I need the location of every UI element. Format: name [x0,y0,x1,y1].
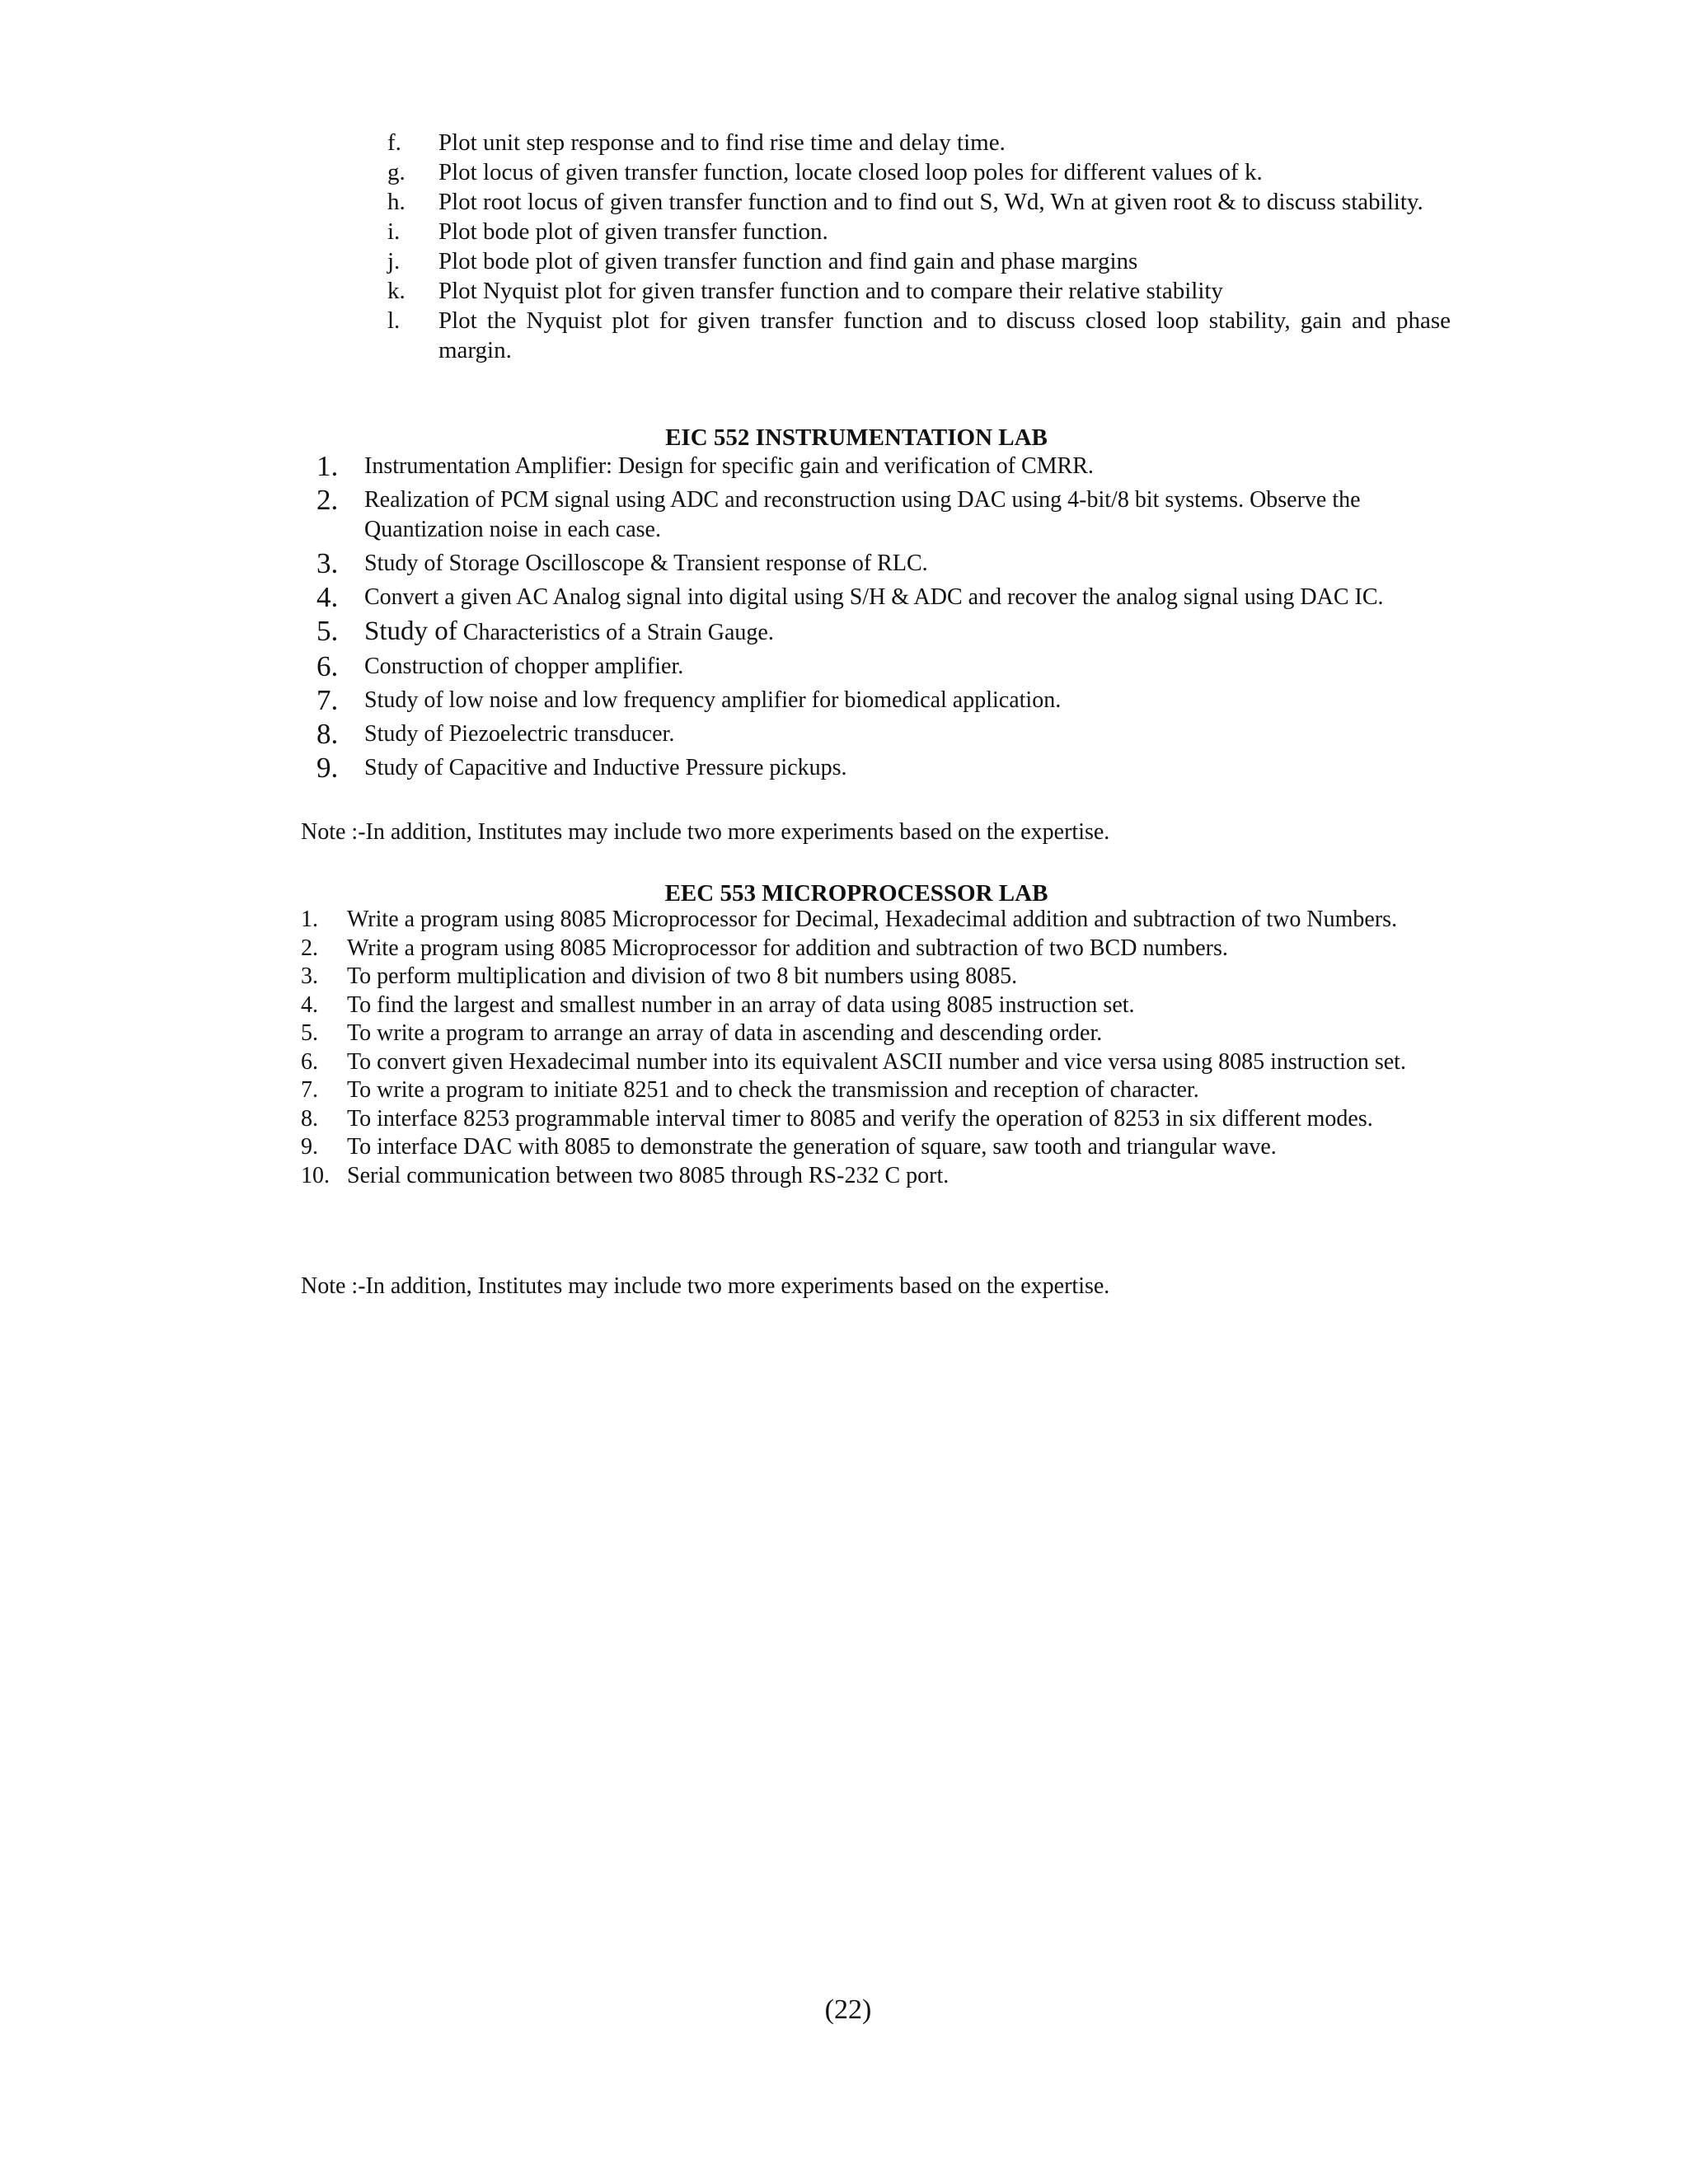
list-text: Plot root locus of given transfer function and to find out S, Wd, Wn at given root & to discuss stability. [438,189,1423,215]
list-marker: 7. [316,684,339,716]
list-marker: 5. [316,615,339,647]
list-text: Study of Capacitive and Inductive Pressure pickups. [364,755,847,780]
list-marker: j. [387,248,401,274]
list-item [301,906,1455,935]
list-text-rest: Characteristics of a Strain Gauge. [457,620,774,645]
list-text: Plot Nyquist plot for given transfer function and to compare their relative stability [438,278,1223,304]
list-item [316,652,1454,682]
list-marker: 10. [301,1162,330,1188]
list-item [301,1133,1455,1162]
list-text: Plot locus of given transfer function, locate closed loop poles for different values of k. [438,159,1263,185]
list-text: Plot the Nyquist plot for given transfer function and to discuss closed loop stability, gain and phase margin. [438,307,1451,363]
list-item [387,157,1451,187]
microprocessor-lab-list [301,906,1455,1190]
list-marker: 4. [301,991,318,1018]
list-item [387,187,1451,217]
list-text: To interface 8253 programmable interval timer to 8085 and verify the operation of 8253 in six different modes. [347,1105,1373,1132]
list-text: Write a program using 8085 Microprocessor for Decimal, Hexadecimal addition and subtraction of two Numbers. [347,907,1398,932]
list-item [301,1076,1455,1105]
list-text: To interface DAC with 8085 to demonstrate the generation of square, saw tooth and triangular wave. [347,1134,1277,1160]
list-item [387,217,1451,246]
list-item [301,991,1455,1020]
list-item [316,616,1454,648]
list-text: Plot bode plot of given transfer function. [438,218,828,245]
list-item [301,1048,1455,1077]
list-item [316,583,1454,612]
list-text: Realization of PCM signal using ADC and reconstruction using DAC using 4-bit/8 bit systems. Observe the Quantization noise in each case. [364,487,1361,542]
instrumentation-lab-list [316,452,1454,787]
list-text: Instrumentation Amplifier: Design for specific gain and verification of CMRR. [364,453,1094,479]
microprocessor-note: Note :-In addition, Institutes may include two more experiments based on the expertise. [301,1273,1110,1299]
list-item [301,1105,1455,1134]
list-marker: l. [387,307,401,334]
list-marker: 6. [301,1048,318,1075]
list-marker: 6. [316,650,339,682]
instrumentation-lab-heading: EIC 552 INSTRUMENTATION LAB [665,424,1048,451]
list-marker: 3. [301,963,318,989]
list-item [316,719,1454,749]
list-text: To find the largest and smallest number in an array of data using 8085 instruction set. [347,991,1135,1018]
instrumentation-note: Note :-In addition, Institutes may include two more experiments based on the expertise. [301,819,1110,845]
list-item [316,485,1454,545]
list-text-lead: Study of [364,616,457,646]
list-text: To perform multiplication and division of two 8 bit numbers using 8085. [347,963,1018,989]
list-text [364,616,1454,648]
list-item [301,1162,1455,1191]
list-item [301,935,1455,963]
list-item [387,246,1451,276]
list-text: Plot unit step response and to find rise time and delay time. [438,129,1006,156]
list-text: Write a program using 8085 Microprocessor for addition and subtraction of two BCD numbers. [347,935,1228,961]
list-marker: 2. [316,484,339,516]
list-item [387,276,1451,306]
list-marker: 5. [301,1020,318,1046]
list-text: Study of Piezoelectric transducer. [364,721,675,747]
control-lab-list [387,128,1451,365]
list-text: Study of Storage Oscilloscope & Transient response of RLC. [364,551,928,576]
list-text: To write a program to arrange an array of data in ascending and descending order. [347,1020,1103,1046]
list-item [387,128,1451,157]
list-marker: 3. [316,547,339,579]
list-item [316,452,1454,481]
list-text: To write a program to initiate 8251 and to check the transmission and reception of character. [347,1077,1199,1103]
list-text: Study of low noise and low frequency amplifier for biomedical application. [364,687,1062,713]
list-item [301,963,1455,991]
list-marker: i. [387,218,401,245]
list-text: To convert given Hexadecimal number into its equivalent ASCII number and vice versa using 8085 instruction set. [347,1048,1406,1075]
list-marker: 4. [316,581,339,613]
list-item [387,306,1451,365]
list-marker: 1. [301,907,318,932]
list-marker: 7. [301,1077,318,1103]
list-item [301,1019,1455,1048]
list-marker: g. [387,159,406,185]
list-marker: 8. [316,718,339,750]
page-number: (22) [824,1994,872,2025]
list-marker: 1. [316,450,339,482]
list-marker: h. [387,189,406,215]
list-marker: 8. [301,1105,318,1132]
microprocessor-lab-heading: EEC 553 MICROPROCESSOR LAB [664,880,1048,907]
list-item [316,753,1454,783]
list-marker: 9. [301,1134,318,1160]
list-marker: 9. [316,752,339,784]
list-text: Serial communication between two 8085 through RS-232 C port. [347,1162,950,1188]
list-marker: k. [387,278,406,304]
list-marker: f. [387,129,401,156]
list-text: Plot bode plot of given transfer function and find gain and phase margins [438,248,1138,274]
list-item [316,686,1454,715]
list-text: Construction of chopper amplifier. [364,654,684,679]
list-item [316,549,1454,579]
list-marker: 2. [301,935,318,961]
list-text: Convert a given AC Analog signal into digital using S/H & ADC and recover the analog signal using DAC IC. [364,584,1384,610]
